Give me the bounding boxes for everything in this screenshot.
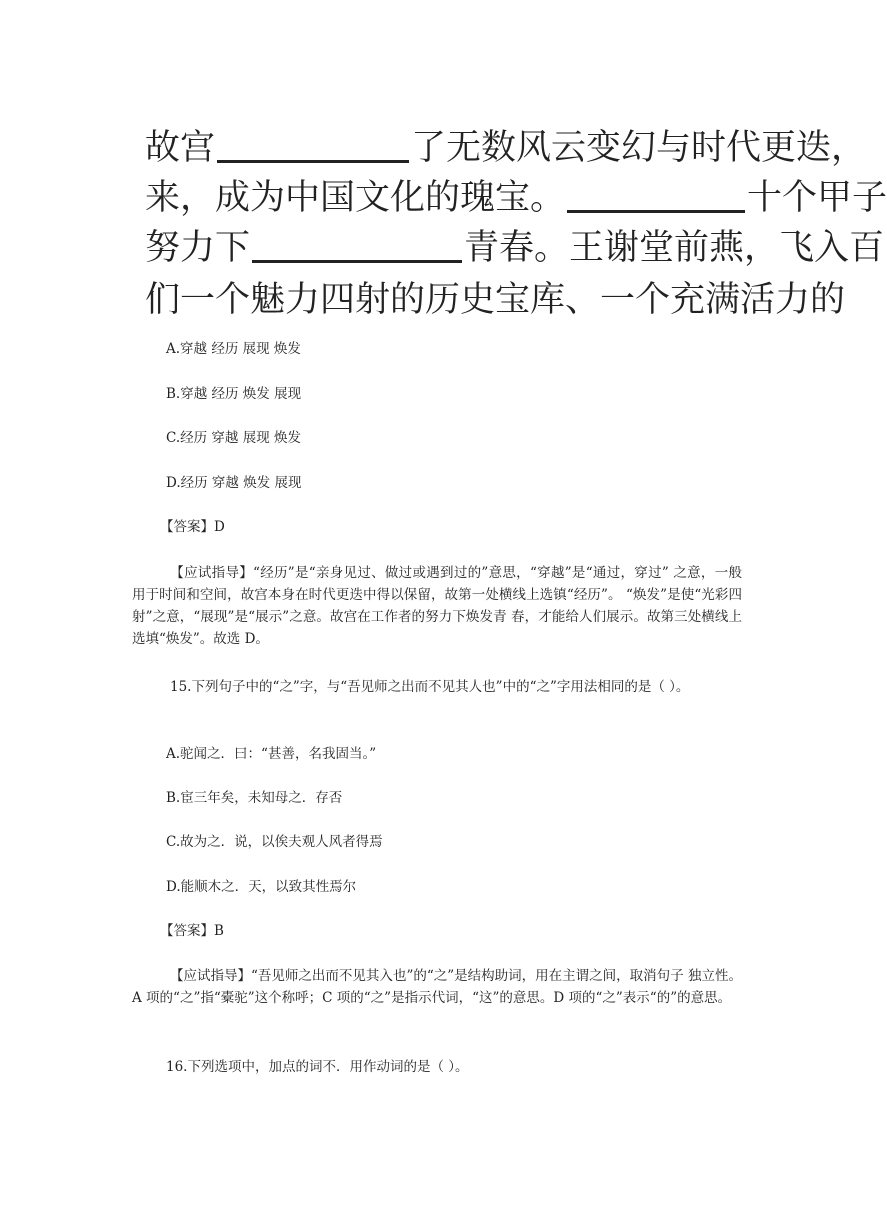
fill-blank-1 xyxy=(217,130,409,163)
passage-text: 们一个魅力四射的历史宝库、一个充满活力的 xyxy=(145,280,846,320)
fill-blank-3 xyxy=(252,230,462,263)
q15-guide-text: 【应试指导】“吾见师之出而不见其入也”的“之”是结构助词，用在主谓之间，取消句子 独立性。A 项的“之”指“橐驼”这个称呼；C 项的“之”是指示代词，“这”的意思。D 项的“之”表示“的”的意思。 xyxy=(132,968,742,1006)
q15-option-d: D.能顺木之．天，以致其性焉尔 xyxy=(166,879,357,895)
q15-answer: 【答案】B xyxy=(160,923,224,939)
fill-blank-2 xyxy=(567,180,745,213)
q15-question-text: 15.下列句子中的“之”字，与“吾见师之出而不见其人也”中的“之”字用法相同的是（ ）。 xyxy=(170,679,690,695)
q14-option-b: B.穿越 经历 焕发 展现 xyxy=(166,386,302,402)
q14-answer: 【答案】D xyxy=(160,519,225,535)
passage-line-1 xyxy=(145,128,866,168)
passage-text: 十个甲子 xyxy=(747,178,887,218)
q16-question: 16.下列选项中，加点的词不．用作动词的是（ ）。 xyxy=(166,1059,469,1075)
q14-option-a: A.穿越 经历 展现 焕发 xyxy=(166,341,301,357)
passage-image-crop xyxy=(0,118,887,330)
passage-text: 努力下 xyxy=(145,228,251,268)
q14-guide xyxy=(132,562,742,650)
q15-option-b: B.宦三年矣，未知母之．存否 xyxy=(166,790,343,806)
passage-text: 了无数风云变幻与时代更迭， xyxy=(411,128,867,168)
passage-line-2 xyxy=(145,178,887,218)
passage-text: 故宫 xyxy=(145,128,216,168)
q15-option-a: A.驼闻之．曰：“甚善，名我固当。” xyxy=(166,746,377,762)
passage-line-4 xyxy=(145,280,845,320)
q14-option-c: C.经历 穿越 展现 焕发 xyxy=(166,430,302,446)
passage-text: 青春。王谢堂前燕，飞入百 xyxy=(464,228,885,268)
q15-guide xyxy=(132,965,742,1009)
passage-line-3 xyxy=(145,228,884,268)
passage-text: 来，成为中国文化的瑰宝。 xyxy=(145,178,566,218)
q15-option-c: C.故为之．说，以俟夫观人风者得焉 xyxy=(166,834,383,850)
q14-guide-text: 【应试指导】“经历”是“亲身见过、做过或遇到过的”意思，“穿越”是“通过，穿过” 之意，一般用于时间和空间，故宫本身在时代更迭中得以保留，故第一处横线上选镇“经历”。 “焕发”是使“光彩四射”之意，“展现”是“展示”之意。故宫在工作者的努力下焕发青 春，才能给人们展示。故第三处横线上选填“焕发”。故选 D。 xyxy=(132,565,742,647)
q14-option-d: D.经历 穿越 焕发 展现 xyxy=(166,475,302,491)
q15-question xyxy=(132,676,742,698)
